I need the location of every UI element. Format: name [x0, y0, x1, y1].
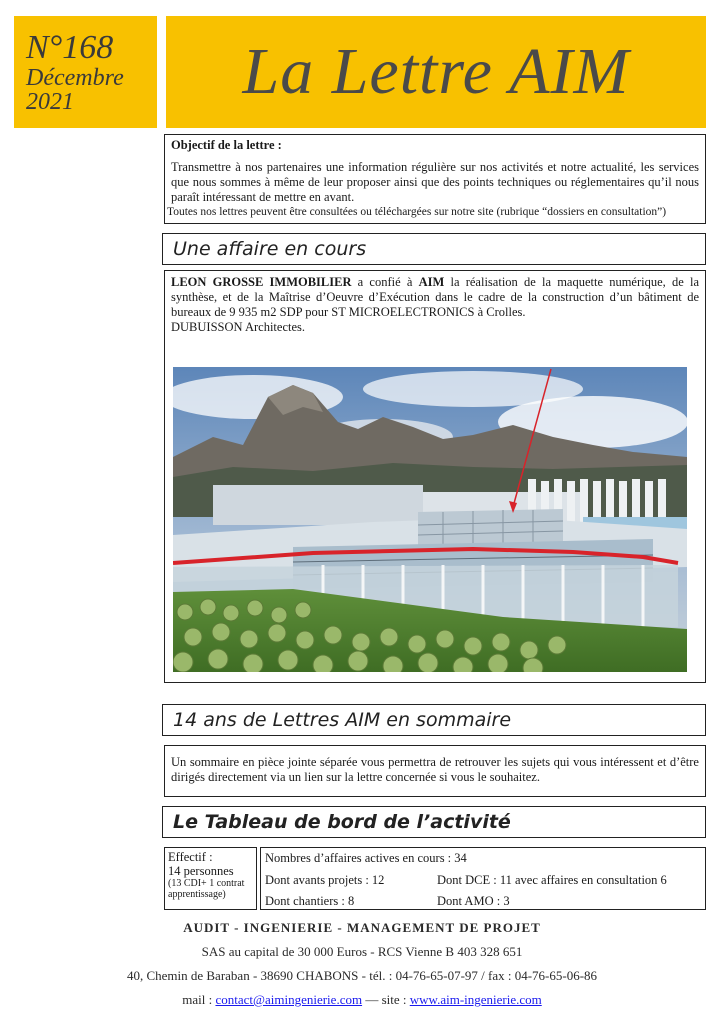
tableau-heading: Le Tableau de bord de l’activité — [173, 811, 511, 833]
site-label: — site : — [362, 992, 410, 1007]
building-rendering-image — [173, 367, 687, 672]
company-name: AIM — [418, 275, 445, 289]
issue-number: N°168 — [26, 29, 114, 66]
sommaire-heading: 14 ans de Lettres AIM en sommaire — [173, 709, 512, 731]
title-banner — [166, 16, 706, 128]
effectif-label: Effectif : — [168, 850, 213, 864]
sommaire-box — [164, 745, 706, 797]
objective-box — [164, 134, 706, 224]
effectif-value: 14 personnes — [168, 864, 234, 878]
stat-amo: Dont AMO : 3 — [437, 894, 510, 908]
client-name: LEON GROSSE IMMOBILIER — [171, 275, 352, 289]
footer-capital: SAS au capital de 30 000 Euros - RCS Vienne B 403 328 651 — [201, 944, 523, 959]
issue-month: Décembre — [26, 65, 124, 91]
stat-chantiers: Dont chantiers : 8 — [265, 894, 355, 908]
footer-address: 40, Chemin de Baraban - 38690 CHABONS - tél. : 04-76-65-07-97 / fax : 04-76-65-06-86 — [126, 968, 598, 983]
website-link[interactable]: www.aim-ingenierie.com — [409, 992, 542, 1007]
stat-avants-projets: Dont avants projets : 12 — [265, 873, 385, 887]
affaire-text-1: a confié à — [351, 275, 419, 289]
affaire-heading: Une affaire en cours — [173, 238, 367, 260]
issue-badge — [14, 16, 157, 128]
stat-affaires-actives: Nombres d’affaires actives en cours : 34 — [265, 851, 467, 865]
architect-name: DUBUISSON Architectes. — [171, 320, 306, 334]
footer-contact — [0, 992, 724, 1008]
issue-year: 2021 — [26, 89, 74, 115]
effectif-detail: (13 CDI+ 1 contrat apprentissage) — [168, 878, 245, 900]
objective-heading: Objectif de la lettre : — [171, 138, 282, 152]
footer-title: AUDIT - INGENIERIE - MANAGEMENT DE PROJET — [183, 920, 541, 935]
section-header-tableau — [162, 806, 706, 838]
section-header-sommaire — [162, 704, 706, 736]
email-link[interactable]: contact@aimingenierie.com — [215, 992, 363, 1007]
stats-box — [260, 847, 706, 910]
stat-dce: Dont DCE : 11 avec affaires en consultation 6 — [437, 873, 667, 887]
sommaire-body: Un sommaire en pièce jointe séparée vous permettra de retrouver les sujets qui vous intéressent et d’être dirigés directement via un lien sur la lettre concernée si vous le souhaitez. — [171, 755, 699, 784]
affaire-description — [171, 275, 699, 320]
mail-label: mail : — [182, 992, 216, 1007]
affaire-text-2: la réalisation de la maquette numérique, de la synthèse, et de la Maîtrise d’Oeuvre d’Exécution dans le cadre de la construction d’un bâtiment de bureaux de 9 935 m2 SDP pour ST MICROELECTRONICS à Crolles. — [171, 275, 699, 319]
objective-note: Toutes nos lettres peuvent être consultées ou téléchargées sur notre site (rubrique “dossiers en consultation”) — [167, 206, 667, 218]
section-header-affaire — [162, 233, 706, 265]
objective-body: Transmettre à nos partenaires une information régulière sur nos activités et notre actualité, les services que nous sommes à même de leur proposer ainsi que des points techniques ou réglementaires qu’il nous paraît intéressant de mettre en avant. — [171, 160, 699, 204]
effectif-box — [164, 847, 257, 910]
newsletter-title: La Lettre AIM — [242, 35, 630, 108]
